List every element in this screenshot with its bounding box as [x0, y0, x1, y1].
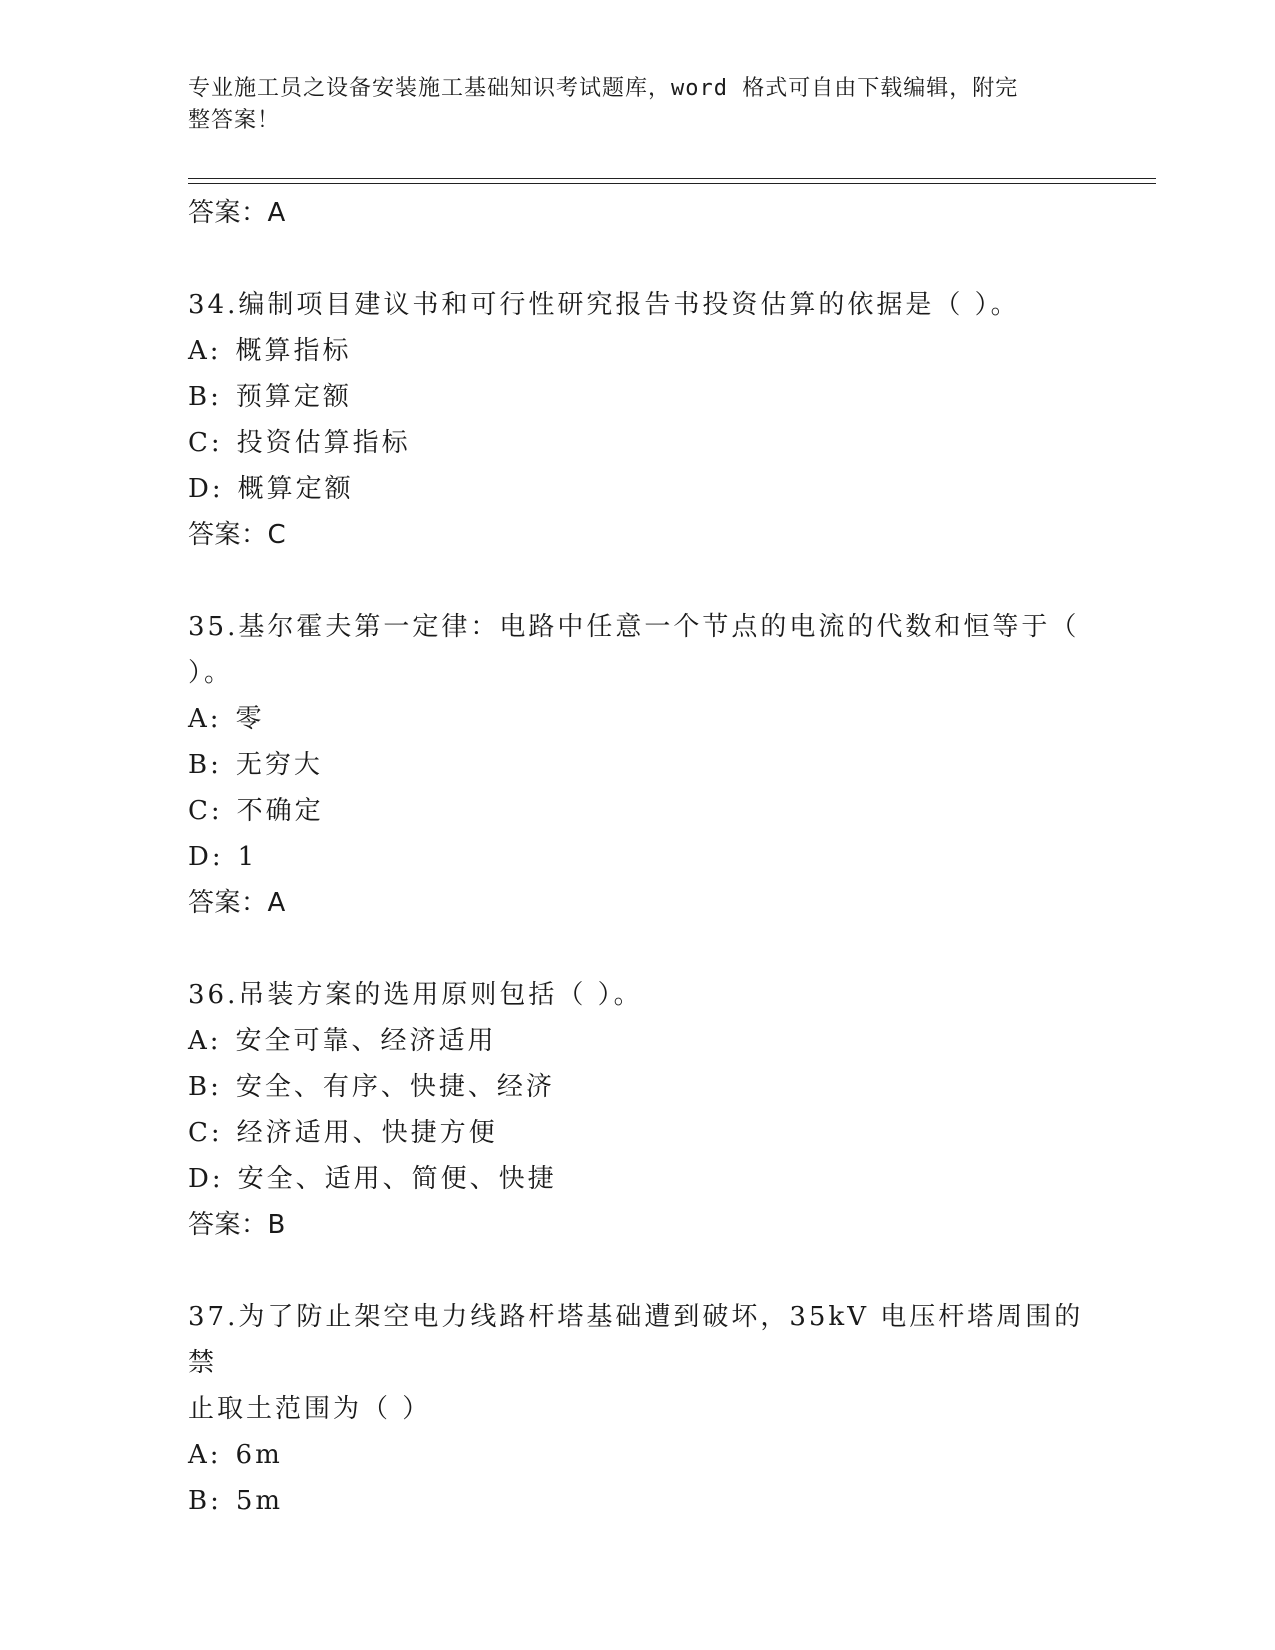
header-line-2: 整答案！	[188, 108, 281, 133]
option-label: B:	[188, 1486, 222, 1516]
option-text: 无穷大	[235, 750, 323, 780]
answer-previous: 答案：A	[188, 198, 286, 228]
header-divider-bottom	[188, 183, 1156, 184]
option-label: A:	[188, 336, 222, 366]
option-c	[188, 1110, 1088, 1156]
option-label: D:	[188, 842, 224, 872]
option-c	[188, 420, 1088, 466]
answer-35: 答案：A	[188, 888, 286, 918]
option-label: D:	[188, 474, 224, 504]
option-a	[188, 328, 1088, 374]
question-36	[188, 972, 1088, 1248]
question-34	[188, 282, 1088, 558]
option-label: D:	[188, 1164, 224, 1194]
question-text-continued: 止取土范围为（ ）	[188, 1394, 432, 1424]
option-text: 安全可靠、经济适用	[235, 1026, 497, 1056]
option-text: 1	[237, 842, 258, 872]
question-list	[188, 190, 1088, 1524]
question-text-continued: ）。	[188, 658, 234, 688]
option-label: C:	[188, 428, 223, 458]
header-divider-top	[188, 178, 1156, 179]
question-text: 34.编制项目建议书和可行性研究报告书投资估算的依据是（ ）。	[188, 290, 1020, 320]
option-label: A:	[188, 1440, 222, 1470]
option-label: B:	[188, 1072, 222, 1102]
option-b	[188, 1064, 1088, 1110]
option-text: 6m	[235, 1440, 283, 1470]
option-a	[188, 1432, 1088, 1478]
option-a	[188, 1018, 1088, 1064]
option-d	[188, 1156, 1088, 1202]
question-text: 37.为了防止架空电力线路杆塔基础遭到破坏，35kV 电压杆塔周围的禁	[188, 1302, 1084, 1378]
question-35	[188, 604, 1088, 926]
option-text: 概算定额	[237, 474, 354, 504]
option-c	[188, 788, 1088, 834]
question-37	[188, 1294, 1088, 1524]
option-b	[188, 374, 1088, 420]
option-text: 不确定	[236, 796, 324, 826]
option-label: A:	[188, 1026, 222, 1056]
option-a	[188, 696, 1088, 742]
option-text: 安全、有序、快捷、经济	[235, 1072, 555, 1102]
answer-34: 答案：C	[188, 520, 287, 550]
option-label: B:	[188, 750, 222, 780]
option-label: B:	[188, 382, 222, 412]
option-text: 安全、适用、简便、快捷	[237, 1164, 557, 1194]
option-text: 投资估算指标	[236, 428, 411, 458]
option-text: 概算指标	[235, 336, 352, 366]
option-label: C:	[188, 1118, 223, 1148]
option-b	[188, 1478, 1088, 1524]
header-line-1: 专业施工员之设备安装施工基础知识考试题库，word 格式可自由下载编辑，附完	[188, 76, 1019, 101]
option-text: 预算定额	[235, 382, 352, 412]
option-text: 零	[235, 704, 265, 734]
option-label: A:	[188, 704, 222, 734]
answer-36: 答案：B	[188, 1210, 286, 1240]
option-b	[188, 742, 1088, 788]
option-d	[188, 466, 1088, 512]
question-text: 36.吊装方案的选用原则包括（ ）。	[188, 980, 643, 1010]
question-text: 35.基尔霍夫第一定律：电路中任意一个节点的电流的代数和恒等于（	[188, 612, 1080, 642]
option-text: 5m	[235, 1486, 284, 1516]
option-d	[188, 834, 1088, 880]
option-text: 经济适用、快捷方便	[236, 1118, 498, 1148]
option-label: C:	[188, 796, 223, 826]
document-header	[188, 73, 1068, 137]
